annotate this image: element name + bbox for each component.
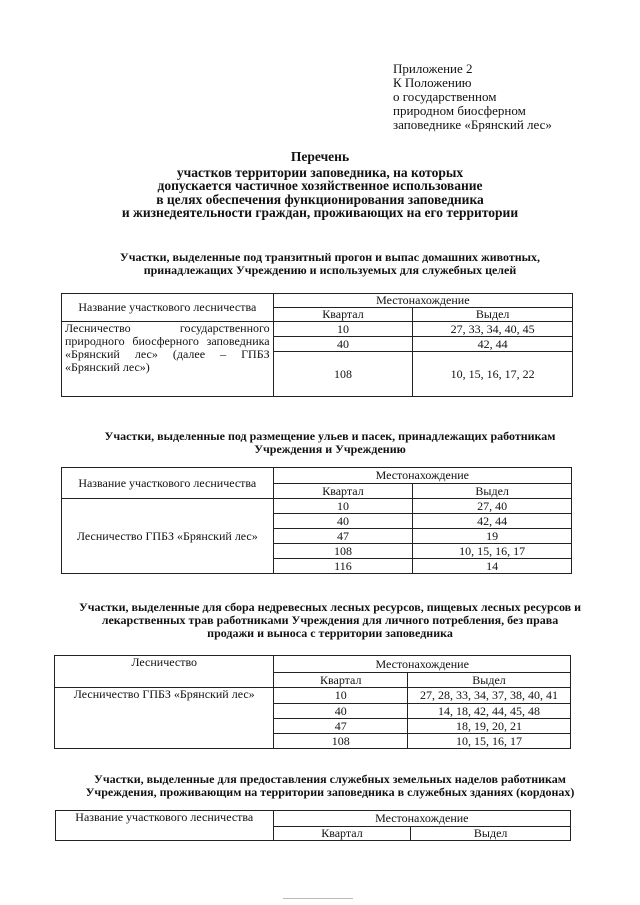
section-heading-line: лекарственных трав работниками Учреждения для личного потребления, без права (101, 613, 559, 627)
kvartal-cell: 40 (273, 514, 413, 529)
table-grazing (61, 293, 573, 397)
kvartal-cell: 40 (274, 704, 408, 719)
column-header-kvartal: Квартал (273, 484, 413, 499)
section-heading-line: принадлежащих Учреждению и используемых для служебных целей (143, 263, 517, 277)
vydel-cell: 42, 44 (413, 337, 573, 352)
section-heading-line: Учреждения, проживающим на территории заповедника в служебных зданиях (кордонах) (85, 785, 575, 799)
kvartal-cell: 116 (273, 559, 413, 574)
table-gathering (54, 655, 571, 749)
section-heading-gathering (0, 601, 640, 640)
section-heading-line: продажи и выноса с территории заповедника (207, 626, 453, 640)
title-line: участков территории заповедника, на которых (176, 164, 464, 180)
column-header-vydel: Выдел (408, 673, 571, 688)
column-header-vydel: Выдел (413, 484, 572, 499)
vydel-cell: 10, 15, 16, 17 (413, 544, 572, 559)
section-heading-grazing (0, 251, 640, 277)
column-header-vydel: Выдел (413, 308, 573, 322)
column-header-name: Название участкового лесничества (62, 468, 274, 499)
table-apiary (61, 467, 572, 574)
kvartal-cell: 108 (273, 544, 413, 559)
vydel-cell: 27, 33, 34, 40, 45 (413, 322, 573, 337)
forestry-name-cell: Лесничество ГПБЗ «Брянский лес» (55, 688, 274, 749)
appendix-line: природном биосферном (393, 103, 526, 118)
column-header-location: Местонахождение (273, 811, 570, 827)
title-line: допускается частичное хозяйственное использование (157, 178, 483, 193)
vydel-cell: 14, 18, 42, 44, 45, 48 (408, 704, 571, 719)
section-heading-apiary (0, 430, 640, 456)
section-heading-land-plots (0, 773, 640, 799)
kvartal-cell: 47 (274, 719, 408, 734)
appendix-line: Приложение 2 (393, 61, 473, 76)
column-header-kvartal: Квартал (273, 827, 411, 841)
vydel-cell: 10, 15, 16, 17, 22 (413, 352, 573, 397)
title-heading: Перечень (290, 149, 350, 164)
vydel-cell: 27, 28, 33, 34, 37, 38, 40, 41 (408, 688, 571, 704)
column-header-name: Название участкового лесничества (62, 294, 274, 322)
kvartal-cell: 47 (273, 529, 413, 544)
vydel-cell: 10, 15, 16, 17 (408, 734, 571, 749)
kvartal-cell: 10 (273, 499, 413, 514)
title-line: в целях обеспечения функционирования заповедника (156, 191, 484, 207)
vydel-cell: 27, 40 (413, 499, 572, 514)
forestry-name-cell (62, 322, 274, 397)
appendix-line: К Положению (393, 75, 472, 90)
table-land-plots (55, 810, 571, 841)
forestry-name-cell: Лесничество ГПБЗ «Брянский лес» (62, 499, 274, 574)
appendix-line: о государственном (393, 89, 497, 104)
appendix-line: заповеднике «Брянский лес» (393, 117, 552, 132)
column-header-location: Местонахождение (273, 468, 571, 484)
kvartal-cell: 40 (273, 337, 413, 352)
forestry-name: Лесничество государственного природного биосферного заповедника «Брянский лес» (далее – ГПБЗ «Брянский лес») (65, 321, 270, 374)
column-header-kvartal: Квартал (273, 308, 413, 322)
section-heading-line: Участки, выделенные под размещение ульев и пасек, принадлежащих работникам (104, 429, 556, 443)
vydel-cell: 14 (413, 559, 572, 574)
scan-edge-mark (283, 898, 353, 899)
kvartal-cell: 108 (274, 734, 408, 749)
title-line: и жизнедеятельности граждан, проживающих на его территории (121, 205, 519, 220)
vydel-cell: 42, 44 (413, 514, 572, 529)
column-header-name: Название участкового лесничества (56, 811, 274, 841)
kvartal-cell: 108 (273, 352, 413, 397)
section-heading-line: Участки, выделенные для сбора недревесных лесных ресурсов, пищевых лесных ресурсов и (78, 600, 582, 614)
section-heading-line: Учреждения и Учреждению (254, 442, 406, 456)
vydel-cell: 19 (413, 529, 572, 544)
section-heading-line: Участки, выделенные под транзитный прогон и выпас домашних животных, (119, 250, 541, 264)
kvartal-cell: 10 (273, 322, 413, 337)
appendix-block (393, 62, 552, 132)
kvartal-cell: 10 (274, 688, 408, 704)
section-heading-line: Участки, выделенные для предоставления служебных земельных наделов работникам (94, 772, 566, 786)
column-header-name: Лесничество (55, 656, 274, 688)
column-header-location: Местонахождение (274, 656, 571, 673)
column-header-vydel: Выдел (411, 827, 571, 841)
document-title (0, 150, 640, 220)
vydel-cell: 18, 19, 20, 21 (408, 719, 571, 734)
column-header-location: Местонахождение (273, 294, 572, 308)
column-header-kvartal: Квартал (274, 673, 408, 688)
